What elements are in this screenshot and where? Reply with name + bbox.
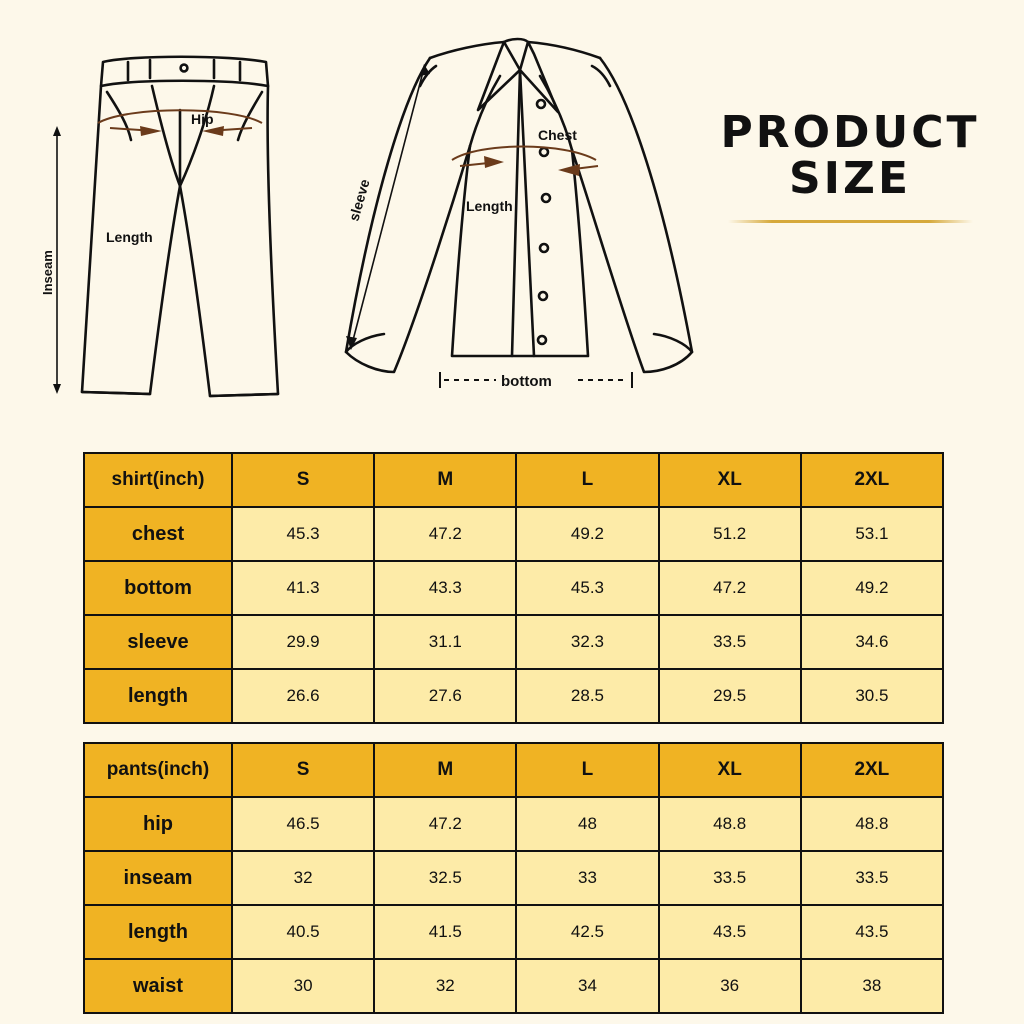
pants-length-l: 42.5 <box>516 905 658 959</box>
pants-inseam-label: Inseam <box>40 250 55 295</box>
pants-col-header-xl: XL <box>659 743 801 797</box>
shirt-drawing <box>346 39 692 372</box>
shirt-length-s: 26.6 <box>232 669 374 723</box>
pants-length-xl: 43.5 <box>659 905 801 959</box>
title-line-2: SIZE <box>788 153 912 205</box>
pants-inseam-s: 32 <box>232 851 374 905</box>
shirt-bottom-label: bottom <box>501 373 552 390</box>
pants-hip-s: 46.5 <box>232 797 374 851</box>
shirt-row-label-sleeve: sleeve <box>84 615 232 669</box>
shirt-row-label-bottom: bottom <box>84 561 232 615</box>
pants-inseam-l: 33 <box>516 851 658 905</box>
shirt-length-2xl: 30.5 <box>801 669 943 723</box>
table-row <box>84 797 943 851</box>
shirt-length-xl: 29.5 <box>659 669 801 723</box>
table-header-row <box>84 453 943 507</box>
shirt-col-header-2xl: 2XL <box>801 453 943 507</box>
pants-length-s: 40.5 <box>232 905 374 959</box>
shirt-size-table <box>83 452 944 724</box>
title-line-1: PRODUCT <box>720 107 980 158</box>
pants-hip-label: Hip <box>191 111 214 127</box>
pants-waist-l: 34 <box>516 959 658 1013</box>
pants-inseam-xl: 33.5 <box>659 851 801 905</box>
pants-waist-xl: 36 <box>659 959 801 1013</box>
table-row <box>84 507 943 561</box>
shirt-chest-l: 49.2 <box>516 507 658 561</box>
pants-hip-xl: 48.8 <box>659 797 801 851</box>
shirt-bottom-m: 43.3 <box>374 561 516 615</box>
pants-hip-m: 47.2 <box>374 797 516 851</box>
shirt-chest-xl: 51.2 <box>659 507 801 561</box>
shirt-sleeve-xl: 33.5 <box>659 615 801 669</box>
pants-table-corner-header: pants(inch) <box>84 743 232 797</box>
table-row <box>84 959 943 1013</box>
shirt-sleeve-label: sleeve <box>345 177 373 223</box>
pants-col-header-2xl: 2XL <box>801 743 943 797</box>
pants-waist-2xl: 38 <box>801 959 943 1013</box>
shirt-sleeve-m: 31.1 <box>374 615 516 669</box>
pants-row-label-hip: hip <box>84 797 232 851</box>
shirt-row-label-chest: chest <box>84 507 232 561</box>
shirt-chest-m: 47.2 <box>374 507 516 561</box>
shirt-col-header-m: M <box>374 453 516 507</box>
shirt-row-label-length: length <box>84 669 232 723</box>
pants-col-header-l: L <box>516 743 658 797</box>
pants-hip-2xl: 48.8 <box>801 797 943 851</box>
table-row <box>84 905 943 959</box>
pants-row-label-inseam: inseam <box>84 851 232 905</box>
pants-inseam-2xl: 33.5 <box>801 851 943 905</box>
shirt-col-header-l: L <box>516 453 658 507</box>
table-row <box>84 561 943 615</box>
pants-hip-l: 48 <box>516 797 658 851</box>
table-header-row <box>84 743 943 797</box>
pants-length-label: Length <box>106 229 153 245</box>
pants-size-table <box>83 742 944 1014</box>
shirt-length-l: 28.5 <box>516 669 658 723</box>
shirt-col-header-s: S <box>232 453 374 507</box>
shirt-size-table-wrapper <box>83 452 944 724</box>
pants-row-label-length: length <box>84 905 232 959</box>
pants-drawing <box>82 57 278 396</box>
shirt-col-header-xl: XL <box>659 453 801 507</box>
pants-waist-m: 32 <box>374 959 516 1013</box>
shirt-sleeve-2xl: 34.6 <box>801 615 943 669</box>
shirt-table-corner-header: shirt(inch) <box>84 453 232 507</box>
shirt-bottom-l: 45.3 <box>516 561 658 615</box>
shirt-chest-s: 45.3 <box>232 507 374 561</box>
shirt-bottom-xl: 47.2 <box>659 561 801 615</box>
shirt-bottom-s: 41.3 <box>232 561 374 615</box>
table-row <box>84 851 943 905</box>
garment-illustration <box>0 0 1024 440</box>
pants-length-2xl: 43.5 <box>801 905 943 959</box>
pants-col-header-m: M <box>374 743 516 797</box>
shirt-sleeve-l: 32.3 <box>516 615 658 669</box>
shirt-bottom-2xl: 49.2 <box>801 561 943 615</box>
shirt-chest-label: Chest <box>538 127 577 143</box>
shirt-sleeve-s: 29.9 <box>232 615 374 669</box>
shirt-length-label: Length <box>466 198 513 214</box>
page-title <box>700 107 1000 223</box>
pants-length-m: 41.5 <box>374 905 516 959</box>
pants-inseam-m: 32.5 <box>374 851 516 905</box>
table-row <box>84 615 943 669</box>
pants-row-label-waist: waist <box>84 959 232 1013</box>
table-row <box>84 669 943 723</box>
title-divider <box>728 220 973 223</box>
shirt-chest-2xl: 53.1 <box>801 507 943 561</box>
pants-col-header-s: S <box>232 743 374 797</box>
pants-size-table-wrapper <box>83 742 944 1014</box>
pants-waist-s: 30 <box>232 959 374 1013</box>
shirt-length-m: 27.6 <box>374 669 516 723</box>
